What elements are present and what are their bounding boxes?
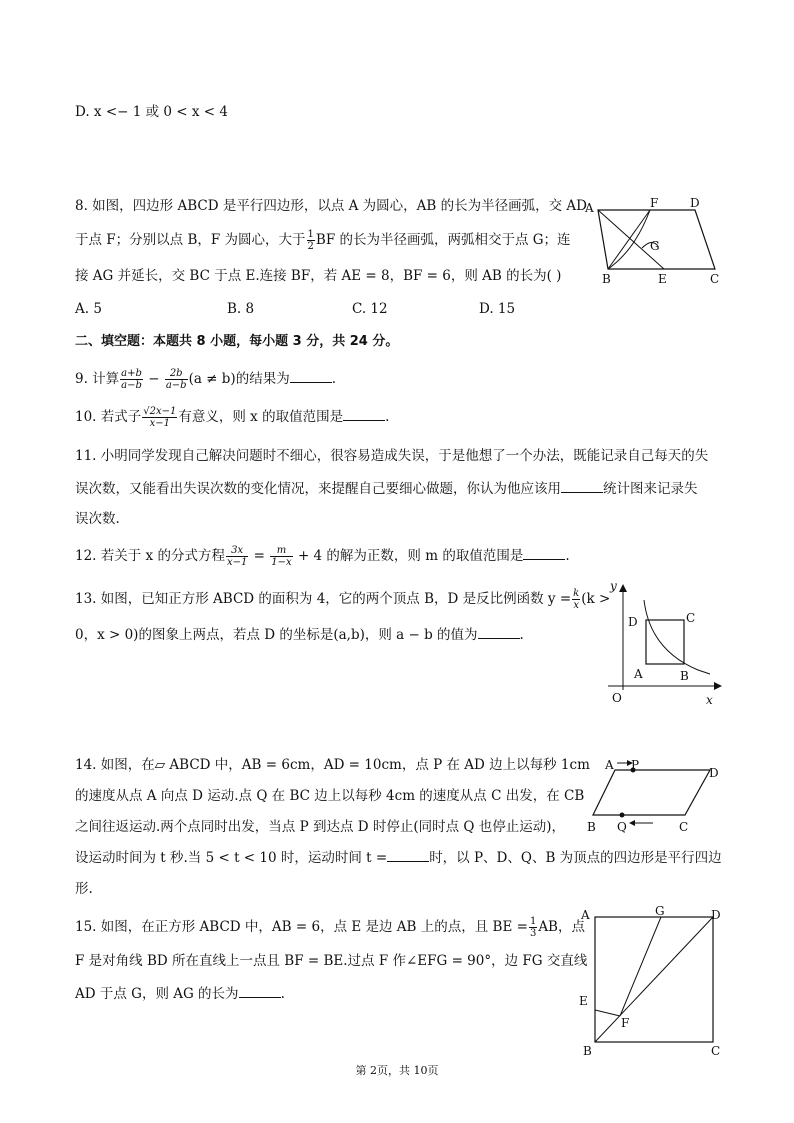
q14-label-p: P xyxy=(631,758,640,772)
q11-line3: 误次数. xyxy=(75,511,120,527)
q14-line4: 设运动时间为 t 秒.当 5 < t < 10 时，运动时间 t = 时，以 P、D、Q、B 为顶点的四边形是平行四边 xyxy=(75,850,722,866)
q15-label-g: G xyxy=(655,905,665,918)
q15-label-e: E xyxy=(579,994,588,1008)
q8-label-e: E xyxy=(658,272,667,285)
q15-label-b: B xyxy=(583,1044,592,1058)
q13-label-o: O xyxy=(612,691,622,705)
q15-label-a: A xyxy=(581,908,590,922)
q8-line1: 8. 如图，四边形 ABCD 是平行四边形，以点 A 为圆心，AB 的长为半径画弧，交 AD xyxy=(75,198,587,214)
q8-option-b: B. 8 xyxy=(227,301,255,317)
q13-label-d: D xyxy=(628,615,638,629)
q13-label-c: C xyxy=(686,611,696,625)
q14-label-d: D xyxy=(709,766,719,780)
q8-label-g: G xyxy=(650,239,660,253)
q13-line2: 0，x > 0)的图象上两点，若点 D 的坐标是(a,b)，则 a − b 的值为 . xyxy=(75,627,524,643)
q13-label-b: B xyxy=(680,669,689,683)
q15-figure xyxy=(575,905,725,1060)
q8-label-b: B xyxy=(602,272,611,285)
q15-line1: 15. 如图，在正方形 ABCD 中，AB = 6，点 E 是边 AB 上的点，且 BE = $\frac{1}{3}$ AB，点 xyxy=(75,916,585,939)
q14-line5: 形. xyxy=(75,881,93,897)
q8-label-a: A xyxy=(585,201,594,215)
page-footer: 第 2页，共 10页 xyxy=(355,1064,439,1077)
q8-label-c: C xyxy=(710,272,720,285)
q14-label-a: A xyxy=(605,758,614,772)
q9-line: 9. 计算 $\frac{a+b}{a-b}$ − $\frac{2b}{a-b}$ (a ≠ b)的结果为 . xyxy=(75,368,336,391)
q8-label-f: F xyxy=(650,196,659,210)
q8-option-a: A. 5 xyxy=(75,301,102,317)
q13-label-a: A xyxy=(634,667,643,681)
q12-line: 12. 若关于 x 的分式方程 $\frac{3x}{x-1}$ = $\frac{m}{1-x}$ + 4 的解为正数，则 m 的取值范围是 . xyxy=(75,545,570,568)
q13-line1: 13. 如图，已知正方形 ABCD 的面积为 4，它的两个顶点 B，D 是反比例函数 y = $\frac{k}{x}$ (k > xyxy=(75,588,611,611)
q14-label-c: C xyxy=(679,820,689,834)
q15-label-f: F xyxy=(621,1016,630,1030)
q8-option-d: D. 15 xyxy=(479,301,516,317)
q15-line3: AD 于点 G，则 AG 的长为 . xyxy=(75,986,285,1002)
q8-line3: 接 AG 并延长，交 BC 于点 E.连接 BF，若 AE = 8，BF = 6，则 AB 的长为( ) xyxy=(75,268,562,284)
q14-line1: 14. 如图，在▱ ABCD 中，AB = 6cm，AD = 10cm，点 P 在 AD 边上以每秒 1cm xyxy=(75,757,590,773)
q13-label-x: x xyxy=(706,693,713,707)
q13-figure xyxy=(598,580,728,710)
q11-line2: 误次数，又能看出失误次数的变化情况，来提醒自己要细心做题，你认为他应该用 统计图来记录失 xyxy=(75,481,698,497)
q14-label-b: B xyxy=(587,820,596,834)
q15-label-d: D xyxy=(711,908,721,922)
q8-figure xyxy=(580,190,730,285)
q11-line1: 11. 小明同学发现自己解决问题时不细心，很容易造成失误，于是他想了一个办法，既能记录自己每天的失 xyxy=(75,448,709,464)
q14-line2: 的速度从点 A 向点 D 运动.点 Q 在 BC 边上以每秒 4cm 的速度从点 C 出发，在 CB xyxy=(75,788,585,804)
q8-option-c: C. 12 xyxy=(352,301,388,317)
q8-line2: 于点 F；分别以点 B，F 为圆心，大于 $\frac{1}{2}$ BF 的长为半径画弧，两弧相交于点 G；连 xyxy=(75,229,571,252)
q15-line2: F 是对角线 BD 所在直线上一点且 BF = BE.过点 F 作∠EFG = 90°，边 FG 交直线 xyxy=(75,953,588,969)
section-2-title: 二、填空题：本题共 8 小题，每小题 3 分，共 24 分。 xyxy=(75,334,399,349)
q14-label-q: Q xyxy=(617,820,627,834)
q7-option-d: D. x <− 1 或 0 < x < 4 xyxy=(75,104,228,120)
q13-label-y: y xyxy=(610,580,617,593)
q14-line3: 之间往返运动.两个点同时出发，当点 P 到达点 D 时停止(同时点 Q 也停止运动)， xyxy=(75,819,566,835)
q8-label-d: D xyxy=(690,196,700,210)
q14-figure xyxy=(585,755,725,840)
q8-fraction: $\frac{1}{2}$ xyxy=(307,229,314,252)
q10-line: 10. 若式子 $\frac{√2x-1}{x-1}$ 有意义，则 x 的取值范围是 . xyxy=(75,406,390,429)
q15-label-c: C xyxy=(711,1044,721,1058)
